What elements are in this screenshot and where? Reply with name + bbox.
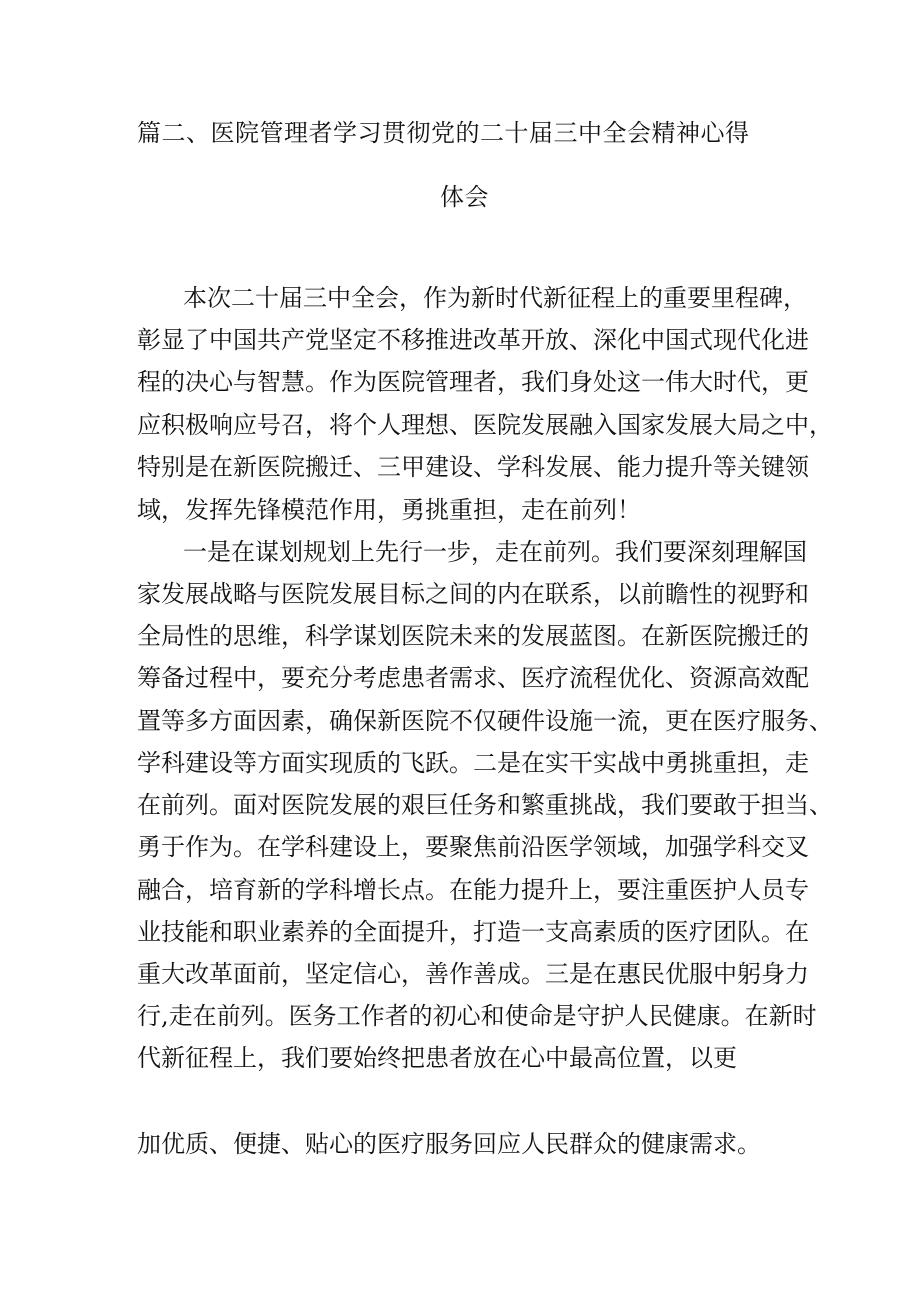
body-line-3: 程的决心与智慧。作为医院管理者，我们身处这一伟大时代，更 [137, 368, 809, 396]
body-line-16: 业技能和职业素养的全面提升，打造一支高素质的医疗团队。在 [137, 918, 809, 946]
body-line-2: 彰显了中国共产党坚定不移推进改革开放、深化中国式现代化进 [137, 326, 809, 354]
body-line-9: 全局性的思维，科学谋划医院未来的发展蓝图。在新医院搬迁的 [137, 622, 809, 650]
body-line-19: 代新征程上，我们要始终把患者放在心中最高位置，以更 [137, 1044, 737, 1072]
body-line-18: 行,走在前列。医务工作者的初心和使命是守护人民健康。在新时 [137, 1002, 817, 1030]
body-line-7: 一是在谋划规划上先行一步，走在前列。我们要深刻理解国 [183, 538, 807, 566]
body-line-15: 融合，培育新的学科增长点。在能力提升上，要注重医护人员专 [137, 876, 809, 904]
body-line-8: 家发展战略与医院发展目标之间的内在联系，以前瞻性的视野和 [137, 580, 809, 608]
body-line-17: 重大改革面前，坚定信心，善作善成。三是在惠民优服中躬身力 [137, 960, 809, 988]
body-line-14: 勇于作为。在学科建设上，要聚焦前沿医学领域，加强学科交叉 [137, 833, 809, 861]
body-line-10: 筹备过程中，要充分考虑患者需求、医疗流程优化、资源高效配 [137, 664, 809, 692]
document-title-line-1: 篇二、医院管理者学习贯彻党的二十届三中全会精神心得 [137, 119, 750, 147]
body-line-5: 特别是在新医院搬迁、三甲建设、学科发展、能力提升等关键领 [137, 453, 809, 481]
body-line-20: 加优质、便捷、贴心的医疗服务回应人民群众的健康需求。 [137, 1130, 761, 1158]
document-title-line-2: 体会 [440, 183, 489, 211]
body-line-13: 在前列。面对医院发展的艰巨任务和繁重挑战，我们要敢于担当、 [137, 791, 833, 819]
body-line-6: 域，发挥先锋模范作用，勇挑重担，走在前列！ [137, 496, 641, 524]
body-line-4: 应积极响应号召，将个人理想、医院发展融入国家发展大局之中， [137, 411, 833, 439]
body-line-11: 置等多方面因素，确保新医院不仅硬件设施一流，更在医疗服务、 [137, 707, 833, 735]
body-line-1: 本次二十届三中全会，作为新时代新征程上的重要里程碑， [183, 284, 807, 312]
body-line-12: 学科建设等方面实现质的飞跃。二是在实干实战中勇挑重担，走 [137, 749, 809, 777]
